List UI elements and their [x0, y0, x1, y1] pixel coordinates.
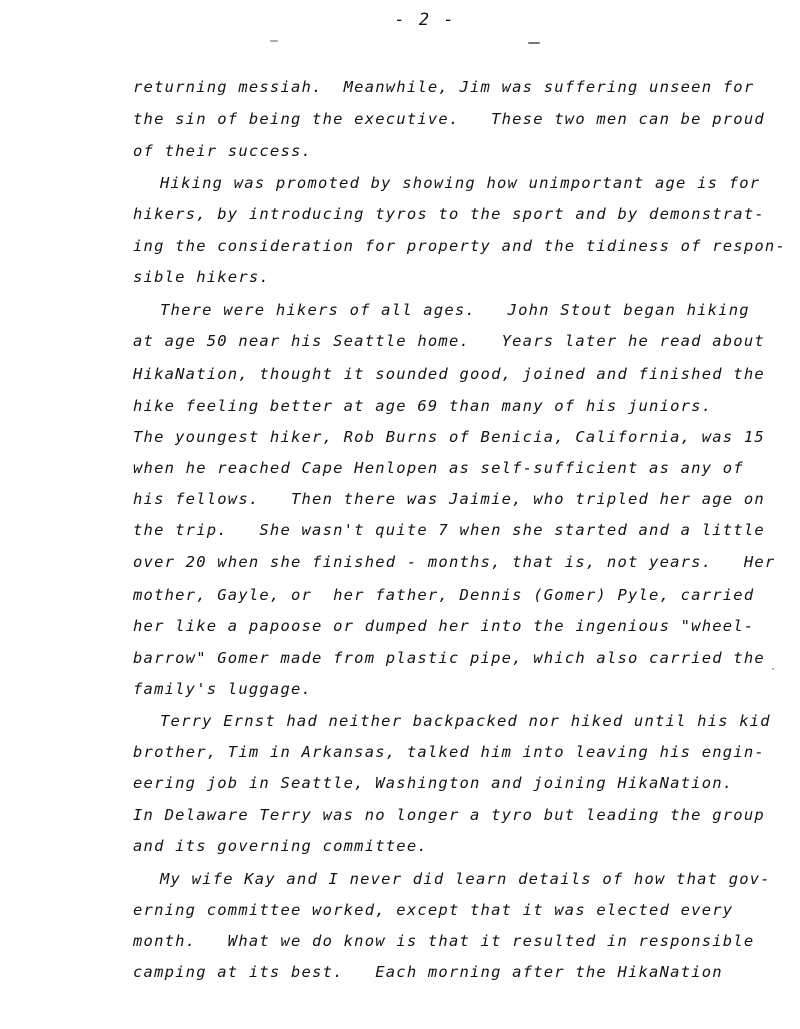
text-line: ing the consideration for property and the tidiness of respon-	[133, 237, 786, 255]
text-line: hikers, by introducing tyros to the sport and by demonstrat-	[133, 205, 765, 223]
text-line: returning messiah. Meanwhile, Jim was suffering unseen for	[133, 78, 755, 96]
text-line: and its governing committee.	[133, 837, 428, 855]
text-line: of their success.	[133, 142, 313, 160]
text-line: his fellows. Then there was Jaimie, who tripled her age on	[133, 490, 765, 508]
text-line: when he reached Cape Henlopen as self-sufficient as any of	[133, 459, 744, 477]
text-line: at age 50 near his Seattle home. Years later he read about	[133, 332, 765, 350]
text-line: over 20 when she finished - months, that is, not years. Her	[133, 553, 776, 571]
text-line: mother, Gayle, or her father, Dennis (Gomer) Pyle, carried	[133, 586, 755, 604]
text-line: Terry Ernst had neither backpacked nor hiked until his kid	[160, 712, 771, 730]
text-line: erning committee worked, except that it was elected every	[133, 901, 734, 919]
text-line: her like a papoose or dumped her into the ingenious "wheel-	[133, 617, 755, 635]
text-line: sible hikers.	[133, 268, 270, 286]
text-line: HikaNation, thought it sounded good, joined and finished the	[133, 365, 765, 383]
text-line: There were hikers of all ages. John Stout began hiking	[160, 301, 750, 319]
text-line: My wife Kay and I never did learn details of how that gov-	[160, 870, 771, 888]
text-line: Hiking was promoted by showing how unimportant age is for	[160, 174, 761, 192]
text-line: family's luggage.	[133, 680, 313, 698]
text-line: month. What we do know is that it resulted in responsible	[133, 932, 755, 950]
text-line: barrow" Gomer made from plastic pipe, which also carried the	[133, 649, 765, 667]
text-line: hike feeling better at age 69 than many of his juniors.	[133, 397, 713, 415]
text-line: eering job in Seattle, Washington and joining HikaNation.	[133, 774, 734, 792]
text-line: brother, Tim in Arkansas, talked him into leaving his engin-	[133, 743, 765, 761]
text-line: camping at its best. Each morning after the HikaNation	[133, 963, 723, 981]
text-line: the sin of being the executive. These two men can be proud	[133, 110, 765, 128]
page-number: - 2 -	[394, 10, 456, 30]
text-line: the trip. She wasn't quite 7 when she started and a little	[133, 521, 765, 539]
text-line: The youngest hiker, Rob Burns of Benicia, California, was 15	[133, 428, 765, 446]
text-line: In Delaware Terry was no longer a tyro but leading the group	[133, 806, 765, 824]
